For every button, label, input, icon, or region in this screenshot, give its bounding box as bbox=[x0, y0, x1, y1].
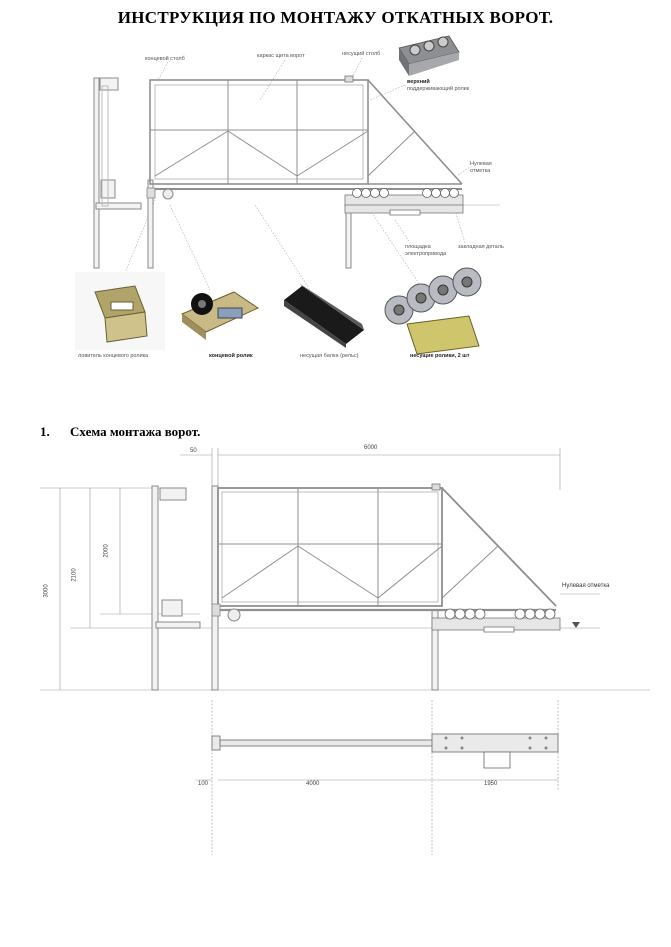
dim-gate-width: 6000 bbox=[364, 445, 378, 451]
dim-bottom-span: 4000 bbox=[306, 781, 320, 787]
label-support-post: несущий столб bbox=[342, 51, 381, 57]
label-platform-1: площадка bbox=[405, 244, 431, 250]
label-top-roller-sub: поддерживающий ролик bbox=[407, 86, 470, 92]
caption-end-roller: концевой ролик bbox=[209, 353, 253, 359]
label-gate-frame: каркас щита ворот bbox=[257, 53, 305, 59]
label-zero-mark-2: отметка bbox=[470, 168, 491, 174]
label-top-roller-title: верхний bbox=[407, 79, 430, 85]
page-title: ИНСТРУКЦИЯ ПО МОНТАЖУ ОТКАТНЫХ ВОРОТ. bbox=[117, 8, 554, 27]
section-number: 1. bbox=[40, 424, 50, 439]
label-end-post: концевой столб bbox=[145, 56, 185, 62]
dim-bottom-right: 1950 bbox=[484, 781, 498, 787]
caption-rail-beam: несущая балка (рельс) bbox=[300, 353, 359, 359]
dim-bottom-left-gap: 100 bbox=[198, 781, 209, 787]
section-title-text: Схема монтажа ворот. bbox=[70, 424, 201, 439]
dim-top-left-gap: 50 bbox=[190, 448, 197, 454]
caption-carrier-rollers: несущие ролики, 2 шт bbox=[410, 353, 470, 359]
label-zero-mark-1: Нулевая bbox=[470, 161, 492, 167]
label-embedded-part: закладная деталь bbox=[458, 244, 504, 250]
dim-height-total: 3000 bbox=[43, 584, 50, 598]
dim-height-gate: 2100 bbox=[71, 568, 78, 582]
dim-height-frame: 2000 bbox=[103, 544, 110, 558]
caption-end-roller-catcher: ловитель концевого ролика bbox=[78, 353, 149, 359]
zero-mark-label: Нулевая отметка bbox=[562, 583, 610, 589]
label-platform-2: электропривода bbox=[405, 251, 447, 257]
